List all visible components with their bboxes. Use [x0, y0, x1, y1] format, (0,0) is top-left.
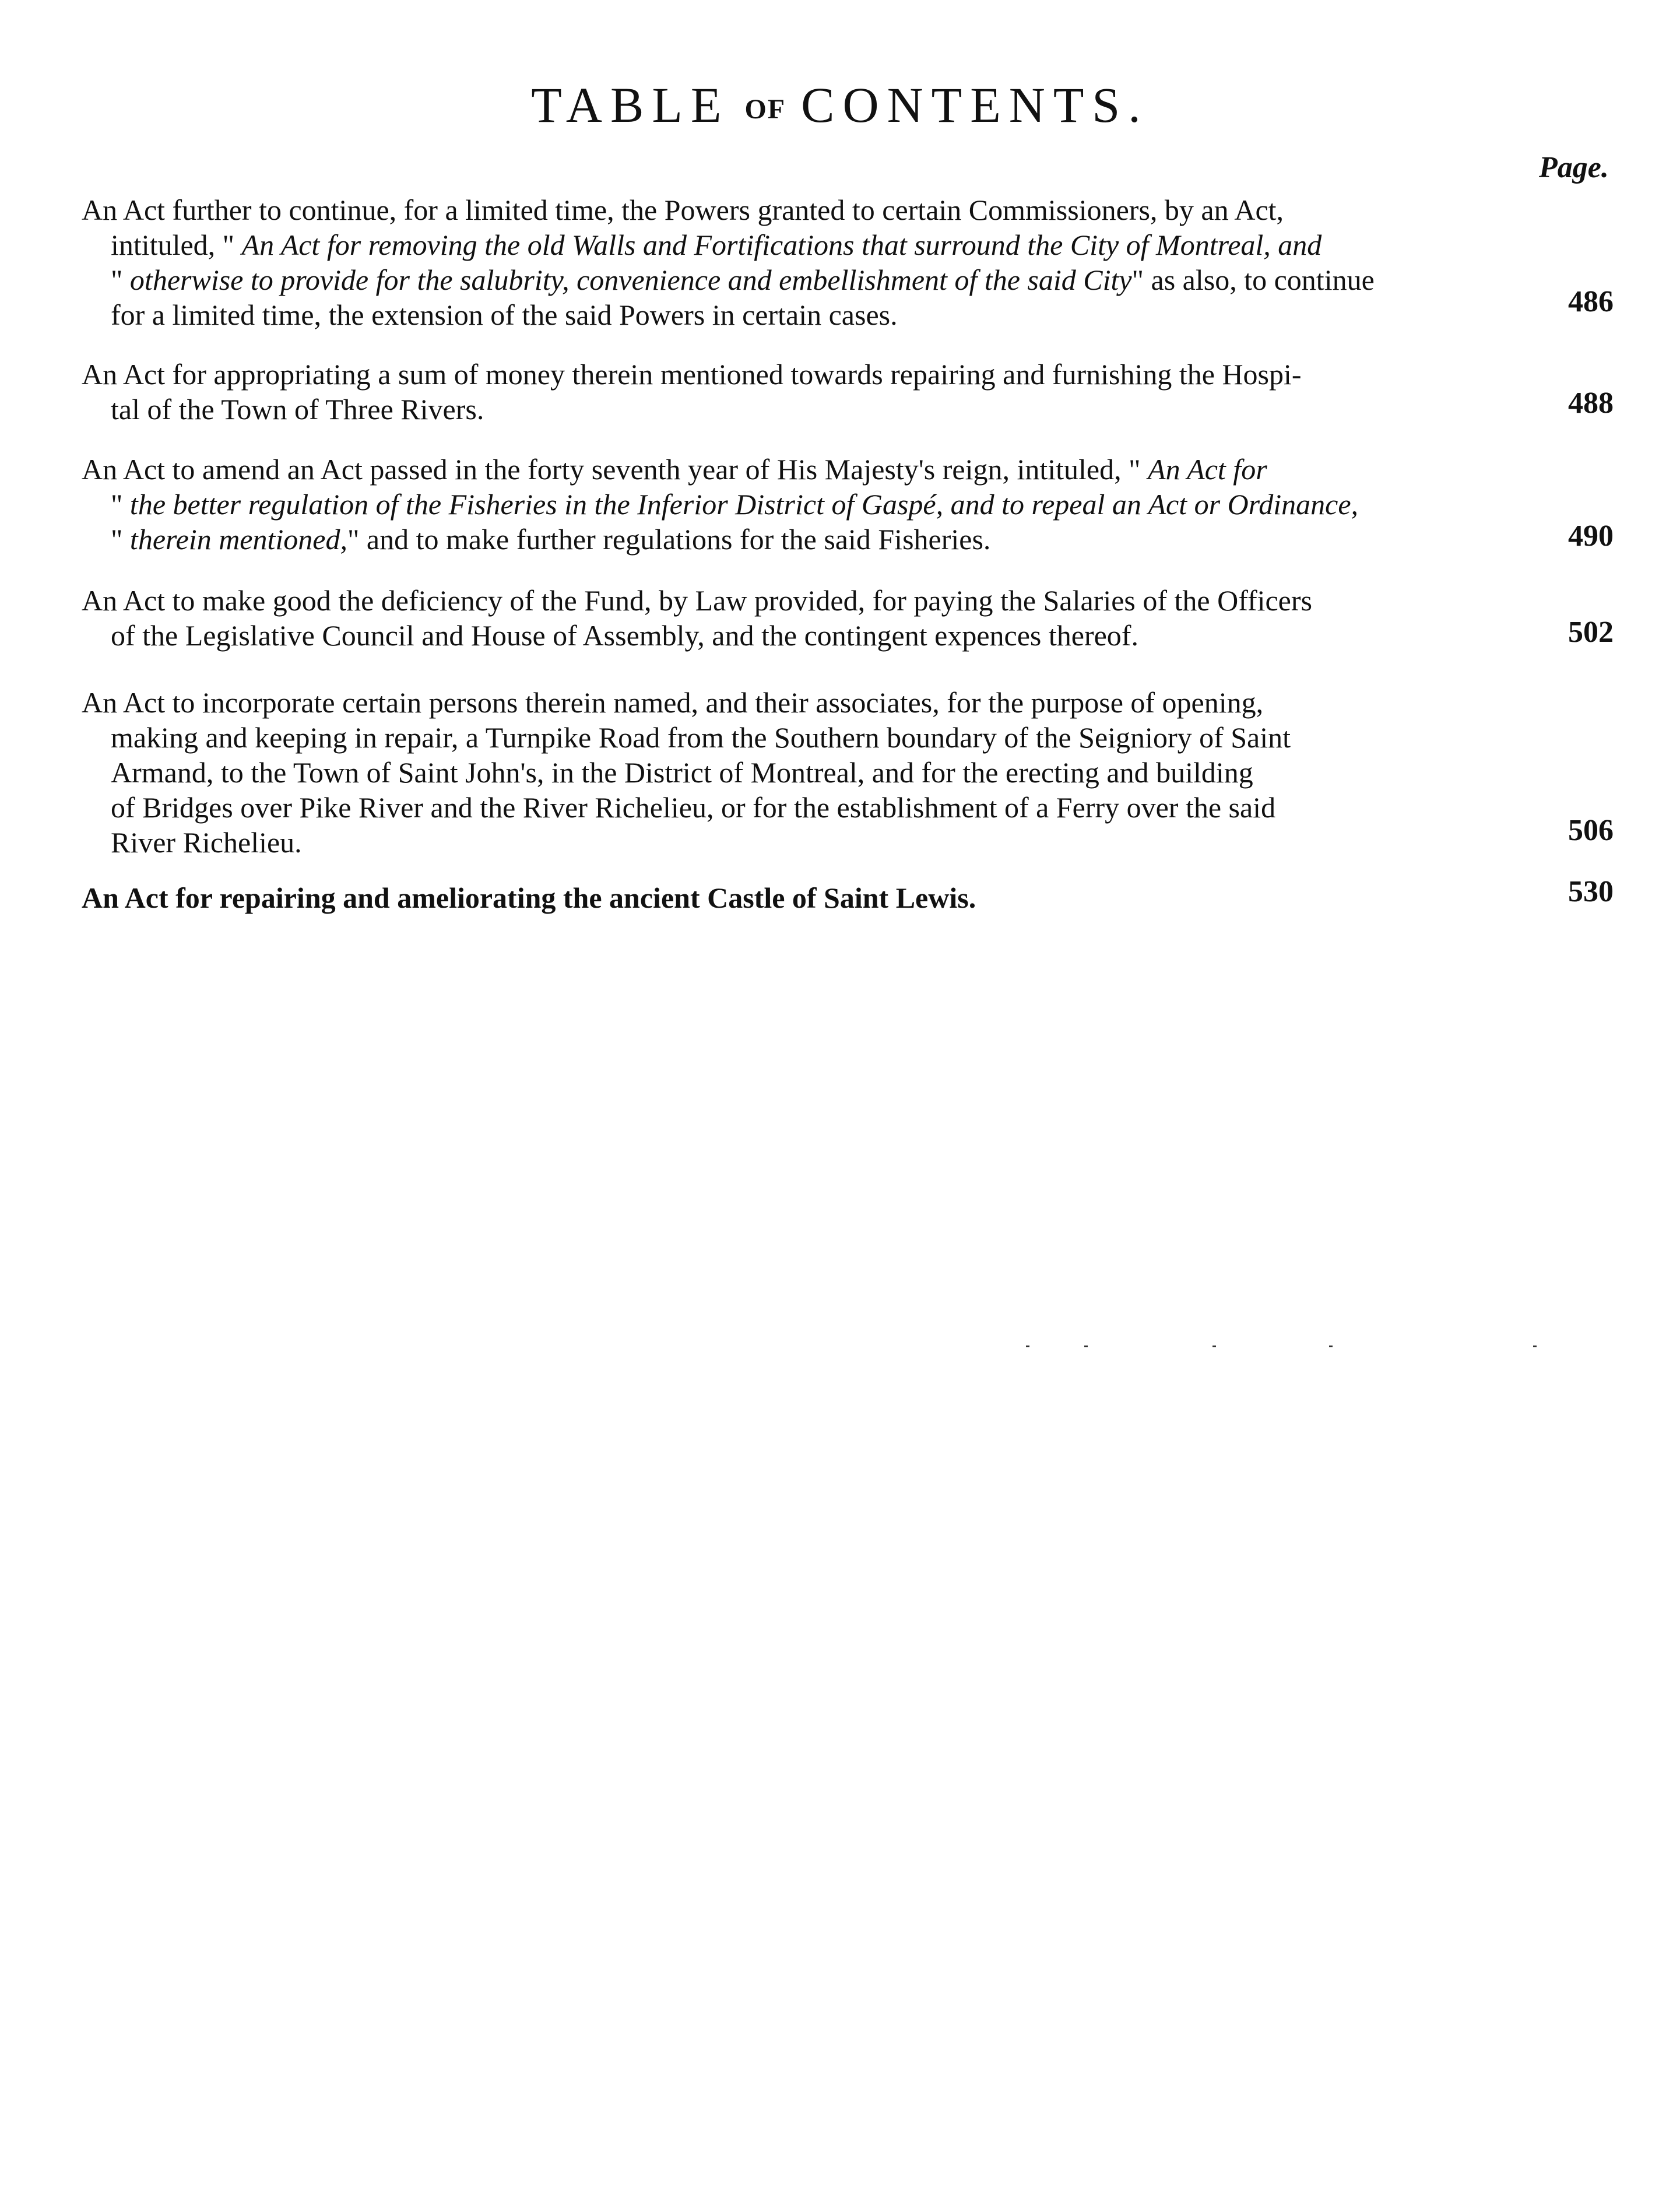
entry-line: making and keeping in repair, a Turnpike Road from the Southern boundary of the Seigniory of Saint: [111, 721, 1291, 754]
toc-entry: [82, 357, 1533, 427]
entry-line: An Act to amend an Act passed in the forty seventh year of His Majesty's reign, intituled, " An Act for: [82, 453, 1267, 486]
page-number: 530: [1568, 875, 1614, 908]
entry-line: Armand, to the Town of Saint John's, in the District of Montreal, and for the erecting and building: [111, 756, 1253, 789]
entry-line: intituled, " An Act for removing the old Walls and Fortifications that surround the City of Montreal, and: [111, 229, 1322, 261]
entry-line: An Act to make good the deficiency of the Fund, by Law provided, for paying the Salaries of the Officers: [82, 584, 1312, 617]
page-number: 486: [1568, 285, 1614, 318]
entry-line: of the Legislative Council and House of Assembly, and the contingent expences thereof.: [111, 619, 1138, 652]
entry-line: " therein mentioned," and to make further regulations for the said Fisheries.: [111, 523, 991, 556]
title-part-of: OF: [744, 94, 786, 125]
entry-line: for a limited time, the extension of the said Powers in certain cases.: [111, 298, 898, 331]
entry-line: " the better regulation of the Fisheries in the Inferior District of Gaspé, and to repeal an Act or Ordinance,: [111, 488, 1359, 521]
entry-line: An Act for appropriating a sum of money therein mentioned towards repairing and furnishing the Hospi-: [82, 358, 1302, 391]
title-part-table: TABLE: [531, 77, 730, 133]
entry-line: of Bridges over Pike River and the River Richelieu, or for the establishment of a Ferry over the said: [111, 791, 1276, 824]
scan-specks: [1026, 1341, 1551, 1353]
toc-entry: [82, 880, 1533, 915]
entry-line: " otherwise to provide for the salubrity, convenience and embellishment of the said City" as also, to continue: [111, 264, 1375, 296]
page-number: 506: [1568, 814, 1614, 847]
page-column-label: Page.: [1539, 151, 1609, 184]
toc-entry: [82, 452, 1533, 557]
page-number: 502: [1568, 616, 1614, 649]
toc-entry: [82, 192, 1533, 332]
title-part-contents: CONTENTS.: [801, 77, 1149, 133]
entry-line: River Richelieu.: [111, 826, 302, 859]
page-title: [0, 76, 1680, 134]
entry-line: An Act further to continue, for a limited time, the Powers granted to certain Commissioners, by an Act,: [82, 194, 1284, 226]
entry-line: tal of the Town of Three Rivers.: [111, 393, 484, 426]
page-number: 490: [1568, 519, 1614, 553]
toc-entry: [82, 685, 1533, 860]
entry-line: An Act for repairing and ameliorating the ancient Castle of Saint Lewis.: [82, 881, 976, 914]
page-number: 488: [1568, 387, 1614, 420]
toc-entry: [82, 583, 1533, 653]
entry-line: An Act to incorporate certain persons therein named, and their associates, for the purpose of opening,: [82, 686, 1264, 719]
